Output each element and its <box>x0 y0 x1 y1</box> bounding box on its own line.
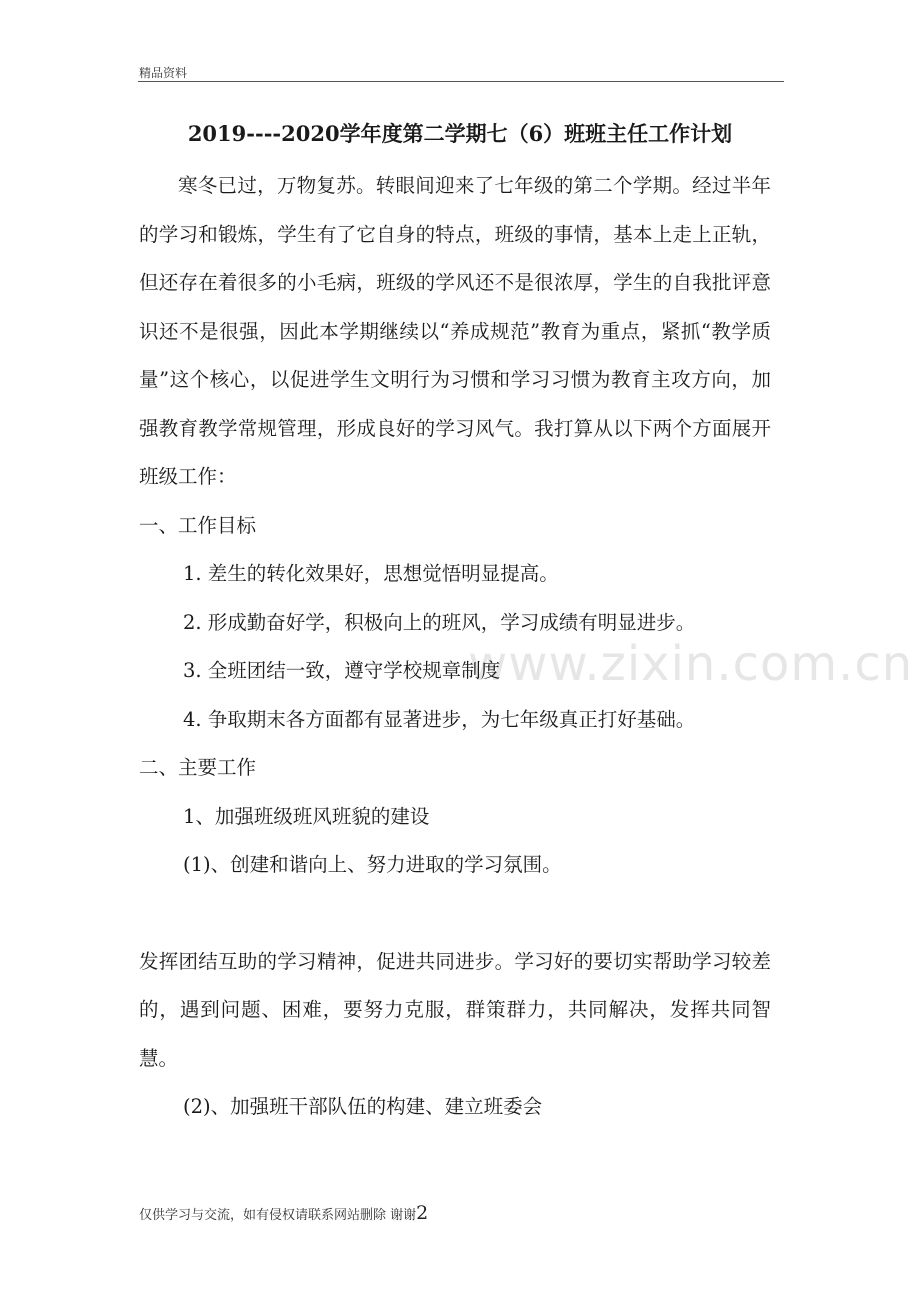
footer-text: 仅供学习与交流，如有侵权请联系网站删除 谢谢 <box>139 1208 417 1223</box>
page-number: 2 <box>416 1202 429 1224</box>
paragraph-gap <box>139 890 771 938</box>
goal-item-4: 4. 争取期末各方面都有显著进步，为七年级真正打好基础。 <box>183 707 696 731</box>
section1-heading: 一、工作目标 <box>139 513 257 537</box>
goal-item-2: 2. 形成勤奋好学，积极向上的班风，学习成绩有明显进步。 <box>183 610 696 634</box>
intro-paragraph: 寒冬已过，万物复苏。转眼间迎来了七年级的第二个学期。经过半年的学习和锻炼，学生有了它自身的特点，班级的事情，基本上走上正轨，但还存在着很多的小毛病，班级的学风还不是很浓厚，学生的自我批评意识还不是很强，因此本学期继续以“养成规范”教育为重点，紧抓“教学质量”这个核心，以促进学生文明行为习惯和学习习惯为教育主攻方向，加强教育教学常规管理，形成良好的学习风气。我打算从以下两个方面展开班级工作： <box>139 174 771 488</box>
work-subheading-1: 1、加强班级班风班貌的建设 <box>183 804 430 828</box>
document-title: 2019----2020学年度第二学期七（6）班班主任工作计划 <box>187 121 733 146</box>
work-paragraph: 发挥团结互助的学习精神，促进共同进步。学习好的要切实帮助学习较差的，遇到问题、困难，要努力克服，群策群力，共同解决，发挥共同智慧。 <box>139 949 771 1070</box>
header-rule <box>138 81 784 82</box>
work-item-2: (2)、加强班干部队伍的构建、建立班委会 <box>183 1095 543 1118</box>
goal-item-3: 3. 全班团结一致，遵守学校规章制度 <box>183 659 501 682</box>
watermark: www.zixin.com.cn <box>468 636 914 692</box>
footer <box>139 1202 428 1224</box>
section2-heading: 二、主要工作 <box>139 756 257 779</box>
header-label: 精品资料 <box>139 66 188 80</box>
work-item-1: (1)、创建和谐向上、努力进取的学习氛围。 <box>183 853 562 876</box>
goal-item-1: 1. 差生的转化效果好，思想觉悟明显提高。 <box>183 562 559 585</box>
document-body <box>139 162 771 1132</box>
